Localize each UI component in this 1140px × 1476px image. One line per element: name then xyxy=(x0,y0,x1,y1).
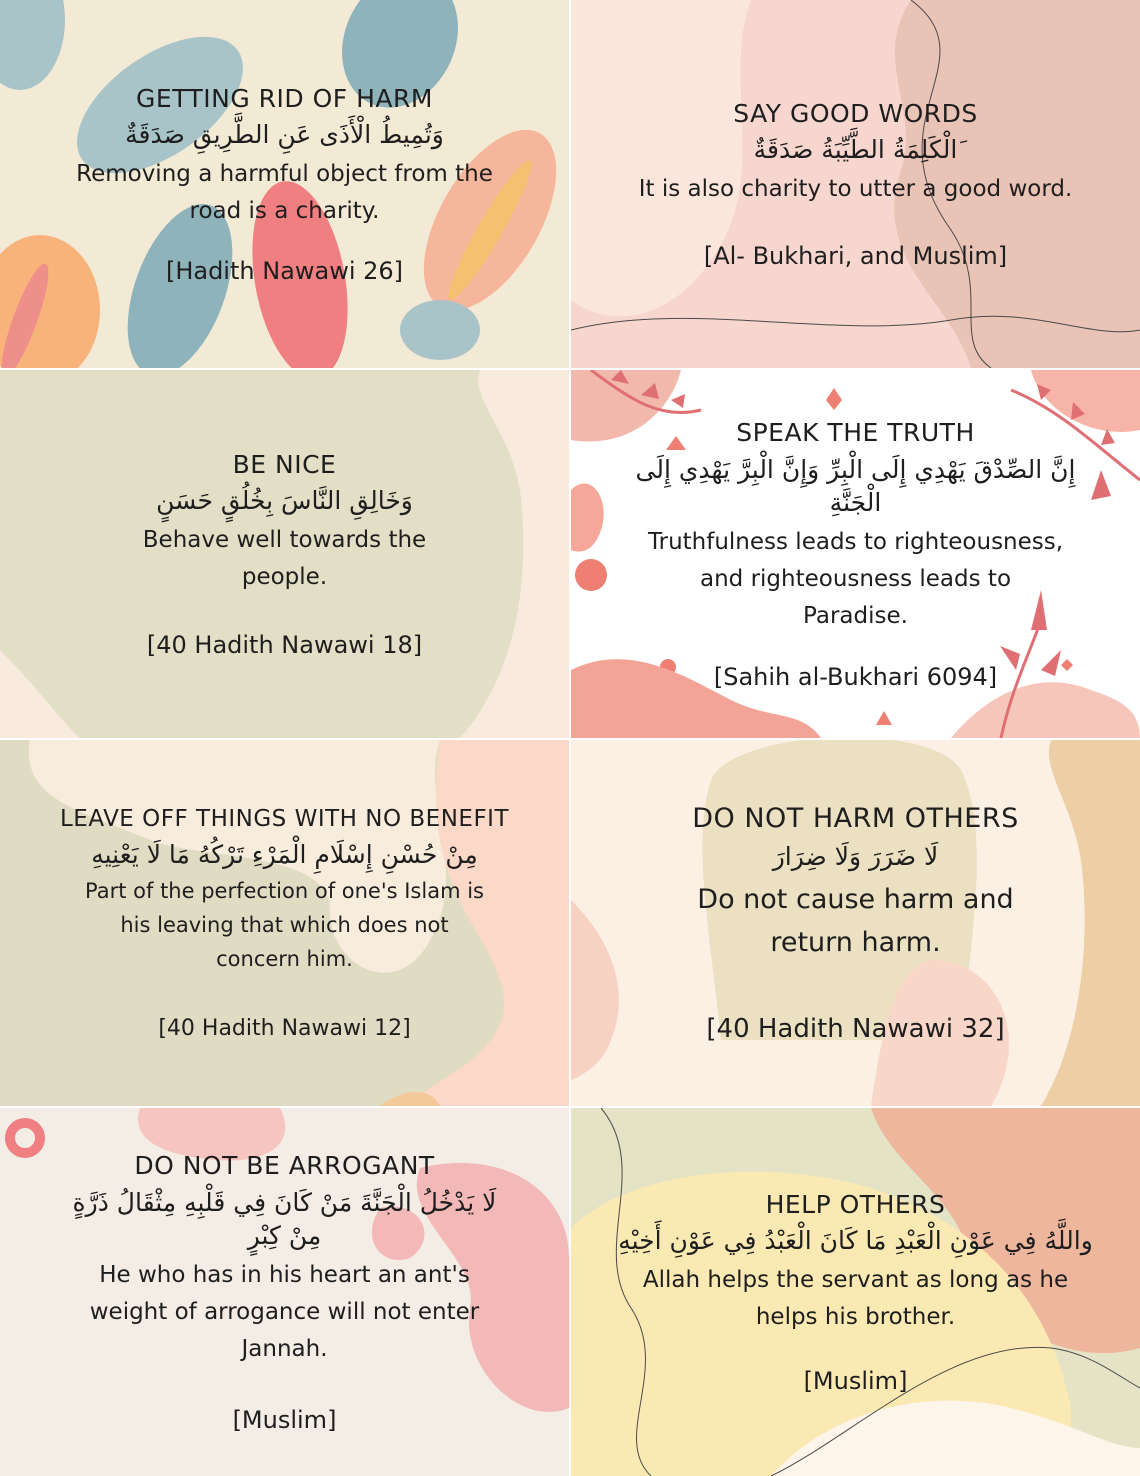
hadith-reference: [40 Hadith Nawawi 32] xyxy=(706,1013,1005,1044)
hadith-reference: [Muslim] xyxy=(803,1367,908,1396)
arabic-text: لَا يَدْخُلُ الْجَنَّةَ مَنْ كَانَ فِي قَلْبِهِ مِثْقَالُ ذَرَّةٍ مِنْ كِبْرٍ xyxy=(72,1187,497,1251)
arabic-text: مِنْ حُسْنِ إِسْلَامِ الْمَرْءِ تَرْكُهُ مَا لَا يَعْنِيهِ xyxy=(91,839,478,869)
english-translation: Removing a harmful object from the road is a charity. xyxy=(76,160,493,224)
card-title: SAY GOOD WORDS xyxy=(733,99,978,129)
hadith-reference: [Sahih al-Bukhari 6094] xyxy=(713,662,998,691)
card-say-good-words xyxy=(571,0,1140,368)
arabic-text: إِنَّ الصِّدْقَ يَهْدِي إِلَى الْبِرِّ وَإِنَّ الْبِرَّ يَهْدِي إِلَى الْجَنَّةِ xyxy=(635,454,1076,518)
card-title: DO NOT BE ARROGANT xyxy=(134,1151,435,1181)
arabic-text: واللَّهُ فِي عَوْنِ الْعَبْدِ مَا كَانَ الْعَبْدُ فِي عَوْنِ أَخِيْهِ xyxy=(618,1225,1093,1255)
english-translation: Do not cause harm and return harm. xyxy=(697,883,1014,958)
english-translation: Behave well towards the people. xyxy=(142,526,427,590)
english-translation: Part of the perfection of one's Islam is his leaving that which does not concern him. xyxy=(85,879,484,971)
card-title: BE NICE xyxy=(232,449,337,479)
hadith-reference: [40 Hadith Nawawi 18] xyxy=(146,631,423,660)
card-speak-the-truth xyxy=(571,370,1140,738)
card-do-not-be-arrogant xyxy=(0,1108,569,1476)
hadith-reference: [Muslim] xyxy=(232,1405,337,1434)
english-translation: It is also charity to utter a good word. xyxy=(638,176,1073,203)
card-title: HELP OTHERS xyxy=(765,1189,946,1219)
hadith-reference: [Al- Bukhari, and Muslim] xyxy=(703,241,1008,270)
card-title: GETTING RID OF HARM xyxy=(136,83,433,113)
hadith-reference: [40 Hadith Nawawi 12] xyxy=(158,1016,411,1042)
card-be-nice xyxy=(0,370,569,738)
hadith-reference: [Hadith Nawawi 26] xyxy=(165,257,404,286)
card-getting-rid-of-harm xyxy=(0,0,569,368)
card-do-not-harm-others xyxy=(571,740,1140,1106)
card-help-others xyxy=(571,1108,1140,1476)
card-leave-off-things xyxy=(0,740,569,1106)
english-translation: He who has in his heart an ant's weight of arrogance will not enter Jannah. xyxy=(89,1262,480,1362)
card-title: SPEAK THE TRUTH xyxy=(736,418,975,448)
arabic-text: َالْكَلِمَةُ الطَّيِّبَةُ صَدَقَةٌ xyxy=(753,135,958,165)
arabic-text: وَتُمِيطُ الْأَذَى عَنِ الطَّرِيقِ صَدَقَةٌ xyxy=(125,119,444,149)
card-title: DO NOT HARM OTHERS xyxy=(692,803,1019,835)
arabic-text: وَخَالِقِ النَّاسَ بِخُلُقٍ حَسَنٍ xyxy=(156,485,413,515)
english-translation: Allah helps the servant as long as he helps his brother. xyxy=(642,1266,1069,1330)
english-translation: Truthfulness leads to righteousness, and righteousness leads to Paradise. xyxy=(647,529,1064,629)
card-title: LEAVE OFF THINGS WITH NO BENEFIT xyxy=(59,805,510,832)
arabic-text: لَا ضَرَرَ وَلَا ضِرَارَ xyxy=(772,841,939,871)
